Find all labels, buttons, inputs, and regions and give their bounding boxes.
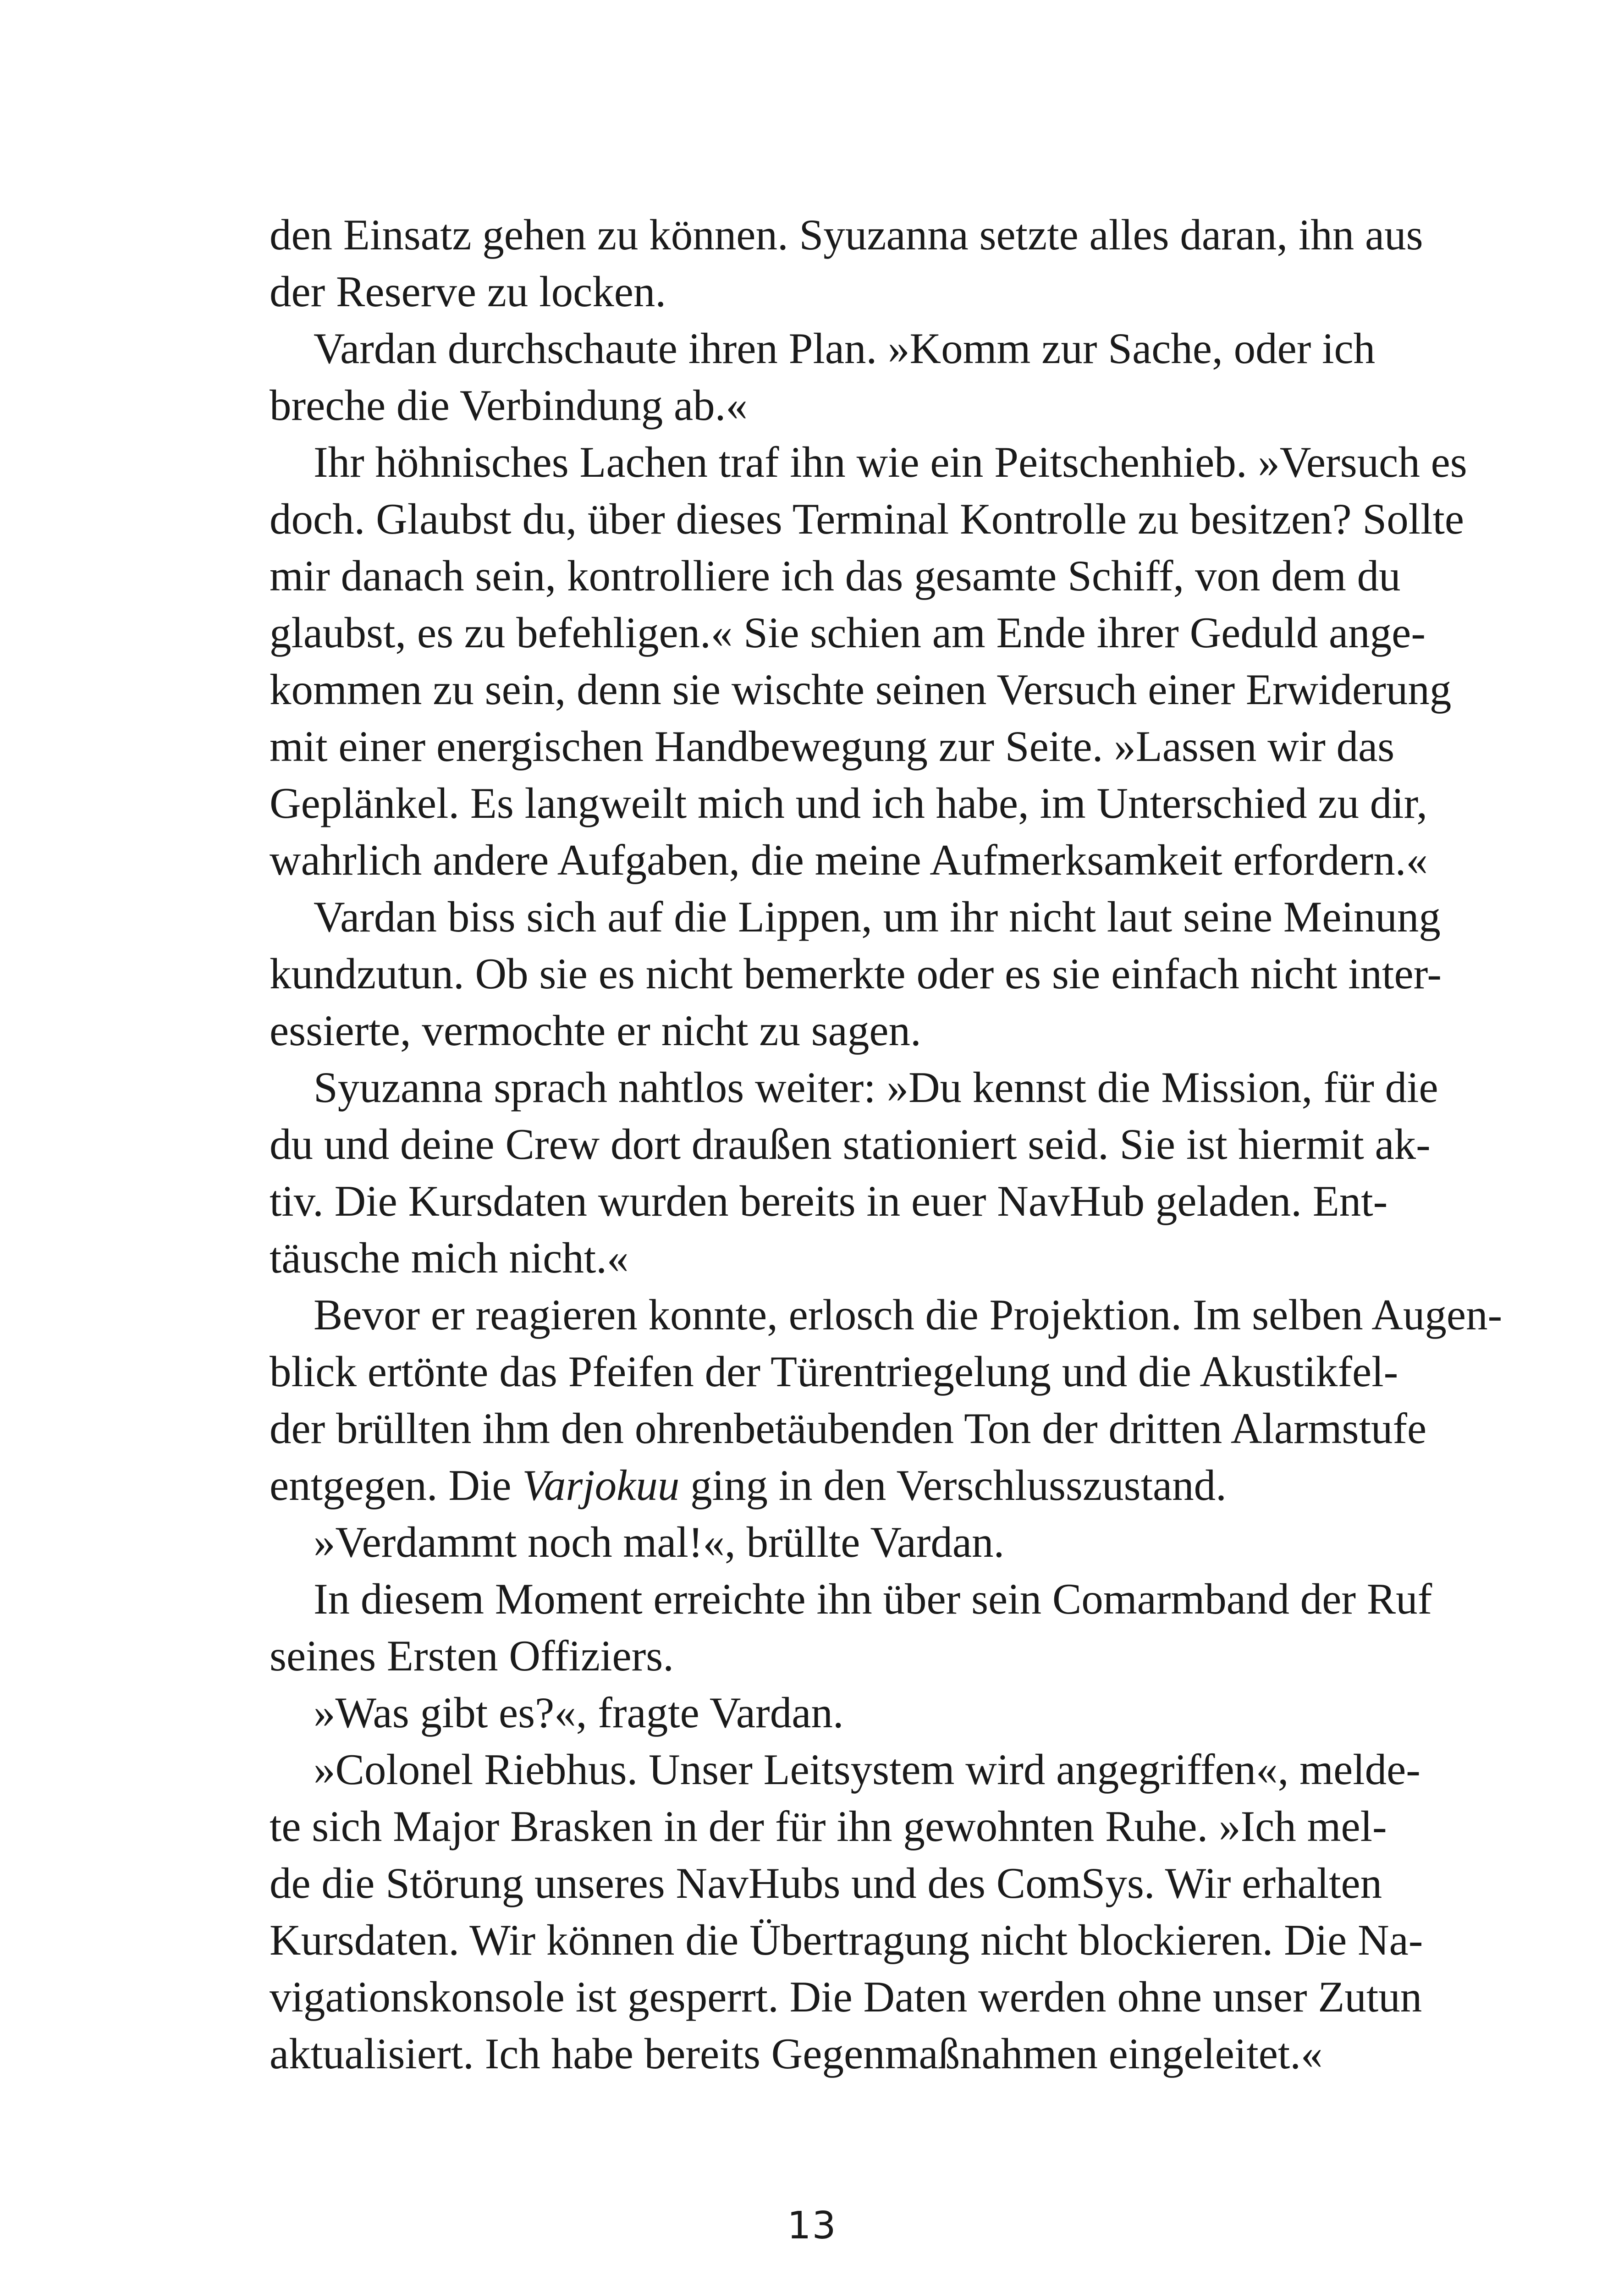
text-line: täusche mich nicht.«	[270, 1234, 629, 1282]
text-line: In diesem Moment erreichte ihn über sein Comarmband der Ruf	[314, 1575, 1432, 1623]
text-line: »Was gibt es?«, fragte Vardan.	[314, 1688, 844, 1737]
text-line: du und deine Crew dort draußen stationiert seid. Sie ist hiermit ak-	[270, 1120, 1431, 1168]
text-line: essierte, vermochte er nicht zu sagen.	[270, 1006, 921, 1055]
text-line: aktualisiert. Ich habe bereits Gegenmaßnahmen eingeleitet.«	[270, 2029, 1323, 2078]
text-line: seines Ersten Offiziers.	[270, 1631, 674, 1680]
page-number: 13	[787, 2204, 837, 2248]
text-line: Kursdaten. Wir können die Übertragung nicht blockieren. Die Na-	[270, 1916, 1423, 1964]
text-line: der brüllten ihm den ohrenbetäubenden Ton der dritten Alarmstufe	[270, 1404, 1427, 1453]
text-line: mit einer energischen Handbewegung zur Seite. »Lassen wir das	[270, 722, 1395, 771]
text-line: vigationskonsole ist gesperrt. Die Daten werden ohne unser Zutun	[270, 1972, 1422, 2021]
text-segment: entgegen. Die	[270, 1461, 523, 1510]
text-line: Vardan durchschaute ihren Plan. »Komm zur Sache, oder ich	[314, 324, 1376, 373]
text-line: Syuzanna sprach nahtlos weiter: »Du kennst die Mission, für die	[314, 1063, 1438, 1112]
text-line: mir danach sein, kontrolliere ich das gesamte Schiff, von dem du	[270, 551, 1401, 600]
text-line: der Reserve zu locken.	[270, 267, 666, 316]
text-line: de die Störung unseres NavHubs und des ComSys. Wir erhalten	[270, 1859, 1382, 1907]
text-line: te sich Major Brasken in der für ihn gewohnten Ruhe. »Ich mel-	[270, 1802, 1387, 1851]
body-text	[270, 206, 1503, 2082]
text-line: kommen zu sein, denn sie wischte seinen Versuch einer Erwiderung	[270, 665, 1452, 714]
text-line	[270, 1457, 1349, 1514]
text-line: Vardan biss sich auf die Lippen, um ihr nicht laut seine Meinung	[314, 893, 1441, 941]
text-segment: ging in den Verschlusszustand.	[679, 1461, 1227, 1510]
text-line: doch. Glaubst du, über dieses Terminal Kontrolle zu besitzen? Sollte	[270, 495, 1464, 543]
ship-name: Varjokuu	[522, 1461, 680, 1510]
text-line: wahrlich andere Aufgaben, die meine Aufmerksamkeit erfordern.«	[270, 836, 1428, 884]
text-line: den Einsatz gehen zu können. Syuzanna setzte alles daran, ihn aus	[270, 210, 1423, 259]
text-line: Ihr höhnisches Lachen traf ihn wie ein Peitschenhieb. »Versuch es	[314, 438, 1467, 486]
text-line: »Colonel Riebhus. Unser Leitsystem wird angegriffen«, melde-	[314, 1745, 1420, 1794]
text-line: breche die Verbindung ab.«	[270, 381, 748, 430]
text-line: glaubst, es zu befehligen.« Sie schien am Ende ihrer Geduld ange-	[270, 608, 1426, 657]
text-line: Geplänkel. Es langweilt mich und ich habe, im Unterschied zu dir,	[270, 779, 1428, 827]
text-line: blick ertönte das Pfeifen der Türentriegelung und die Akustikfel-	[270, 1347, 1398, 1396]
text-line: tiv. Die Kursdaten wurden bereits in euer NavHub geladen. Ent-	[270, 1177, 1388, 1225]
text-line: kundzutun. Ob sie es nicht bemerkte oder es sie einfach nicht inter-	[270, 949, 1442, 998]
text-line: »Verdammt noch mal!«, brüllte Vardan.	[314, 1518, 1005, 1566]
text-line: Bevor er reagieren konnte, erlosch die Projektion. Im selben Augen-	[314, 1290, 1503, 1339]
